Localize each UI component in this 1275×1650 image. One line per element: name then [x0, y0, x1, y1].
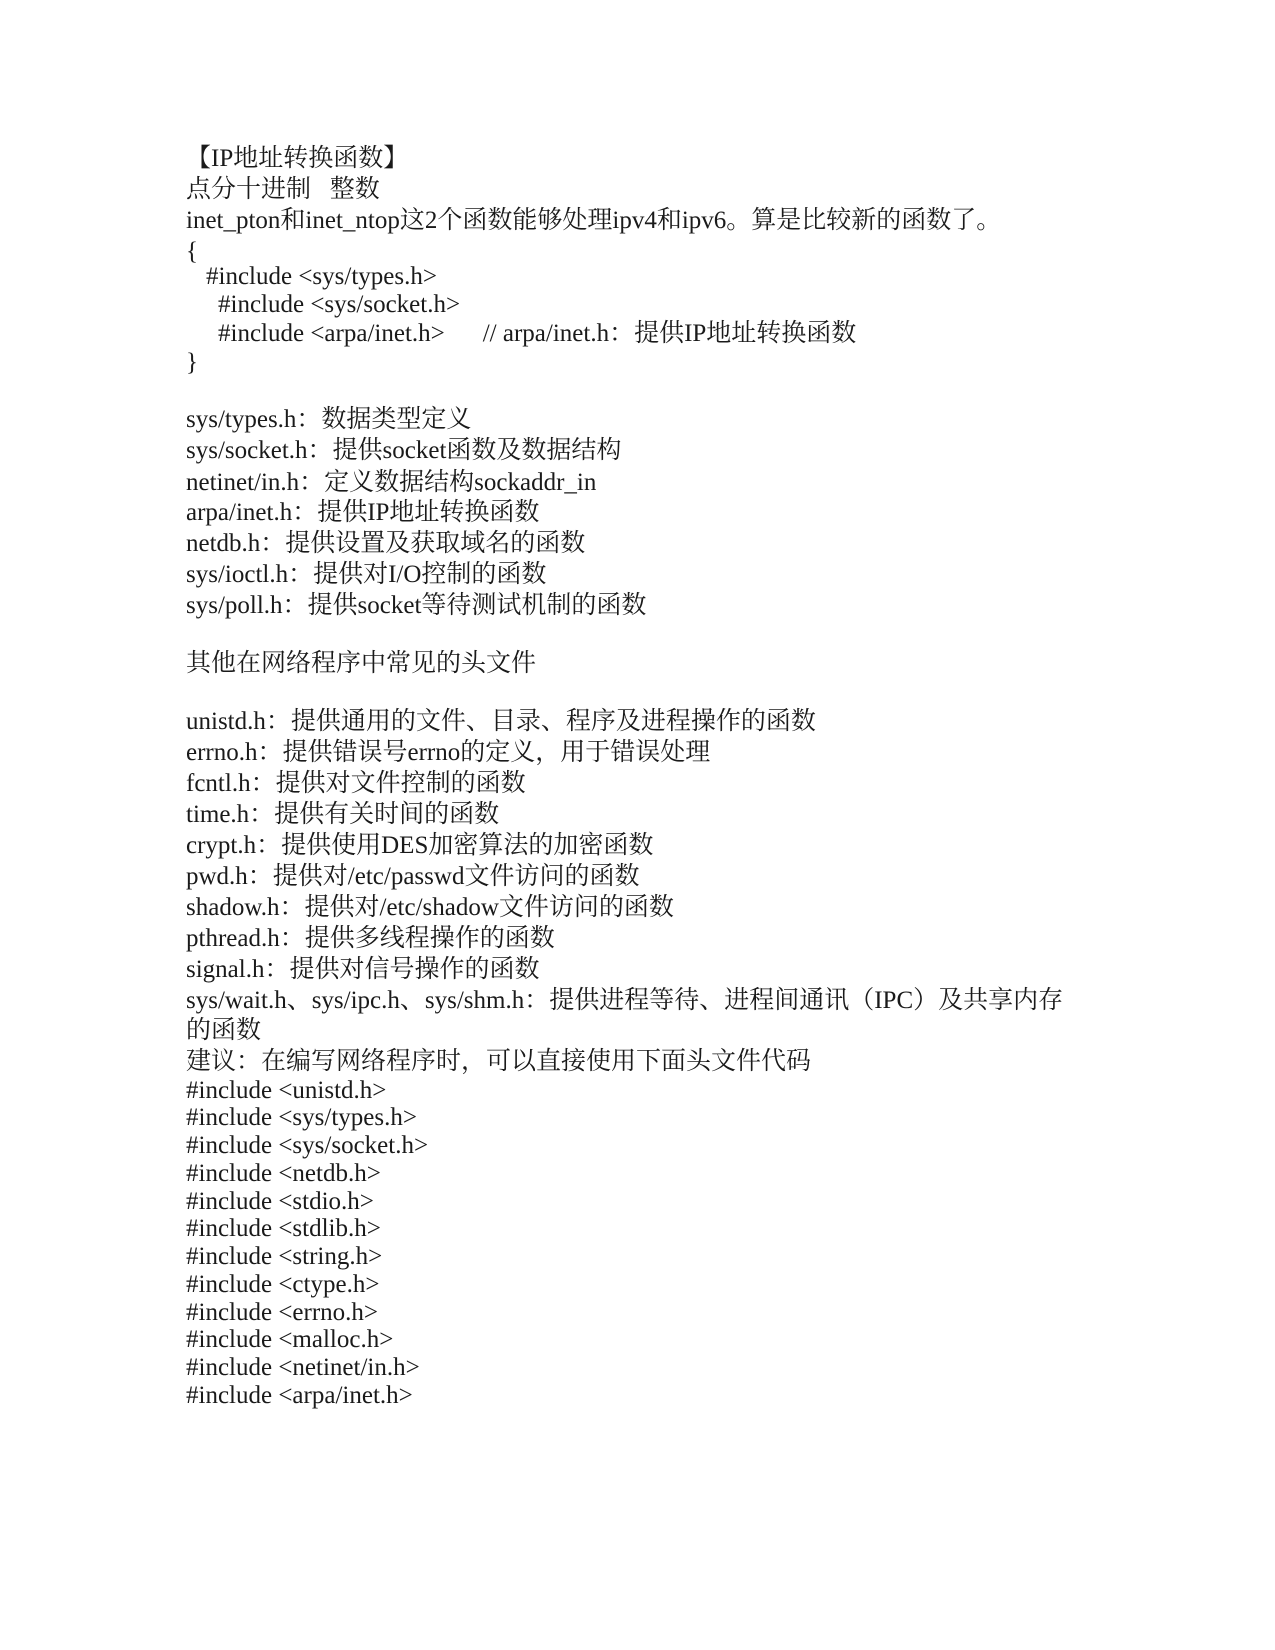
include-line: #include <errno.h> — [186, 1299, 379, 1326]
code-line: #include <arpa/inet.h> — [218, 320, 445, 347]
header-line: sys/socket.h：提供socket函数及数据结构 — [186, 437, 622, 464]
include-line: #include <arpa/inet.h> — [186, 1382, 413, 1409]
other-header-line: signal.h：提供对信号操作的函数 — [186, 956, 540, 983]
other-header-line: shadow.h：提供对/etc/shadow文件访问的函数 — [186, 894, 674, 921]
code-brace-open: { — [186, 238, 198, 265]
code-comment: // arpa/inet.h：提供IP地址转换函数 — [482, 320, 857, 347]
other-header-line: pthread.h：提供多线程操作的函数 — [186, 925, 555, 952]
include-line: #include <netdb.h> — [186, 1160, 381, 1187]
include-line: #include <stdlib.h> — [186, 1215, 381, 1242]
header-line: netinet/in.h：定义数据结构sockaddr_in — [186, 469, 597, 496]
other-header-line: 的函数 — [186, 1017, 262, 1044]
include-line: #include <stdio.h> — [186, 1188, 374, 1215]
include-line: #include <ctype.h> — [186, 1271, 380, 1298]
header-line: netdb.h：提供设置及获取域名的函数 — [186, 530, 586, 557]
code-line-with-comment — [218, 319, 856, 349]
other-header-line: time.h：提供有关时间的函数 — [186, 801, 500, 828]
include-line: #include <string.h> — [186, 1243, 383, 1270]
other-headers-title: 其他在网络程序中常见的头文件 — [186, 650, 537, 677]
include-line: #include <sys/types.h> — [186, 1104, 417, 1131]
other-header-line: unistd.h：提供通用的文件、目录、程序及进程操作的函数 — [186, 708, 816, 735]
header-line: sys/types.h：数据类型定义 — [186, 406, 472, 433]
intro-paragraph: inet_pton和inet_ntop这2个函数能够处理ipv4和ipv6。算是比较新的函数了。 — [186, 207, 1002, 234]
other-header-line: errno.h：提供错误号errno的定义，用于错误处理 — [186, 739, 711, 766]
other-header-line: fcntl.h：提供对文件控制的函数 — [186, 770, 526, 797]
include-line: #include <sys/socket.h> — [186, 1132, 429, 1159]
suggestion-line: 建议：在编写网络程序时，可以直接使用下面头文件代码 — [186, 1048, 812, 1075]
section-subtitle: 点分十进制 整数 — [186, 176, 380, 203]
include-line: #include <unistd.h> — [186, 1077, 387, 1104]
other-header-line: pwd.h：提供对/etc/passwd文件访问的函数 — [186, 863, 640, 890]
other-header-line: crypt.h：提供使用DES加密算法的加密函数 — [186, 832, 654, 859]
code-line: #include <sys/types.h> — [206, 263, 437, 290]
include-line: #include <malloc.h> — [186, 1326, 394, 1353]
header-line: sys/ioctl.h：提供对I/O控制的函数 — [186, 561, 547, 588]
code-line: #include <sys/socket.h> — [218, 291, 461, 318]
other-header-line: sys/wait.h、sys/ipc.h、sys/shm.h：提供进程等待、进程间通讯（IPC）及共享内存 — [186, 987, 1064, 1014]
section-title: 【IP地址转换函数】 — [186, 145, 409, 172]
header-line: arpa/inet.h：提供IP地址转换函数 — [186, 499, 540, 526]
include-line: #include <netinet/in.h> — [186, 1354, 420, 1381]
code-brace-close: } — [186, 349, 198, 376]
header-line: sys/poll.h：提供socket等待测试机制的函数 — [186, 592, 647, 619]
